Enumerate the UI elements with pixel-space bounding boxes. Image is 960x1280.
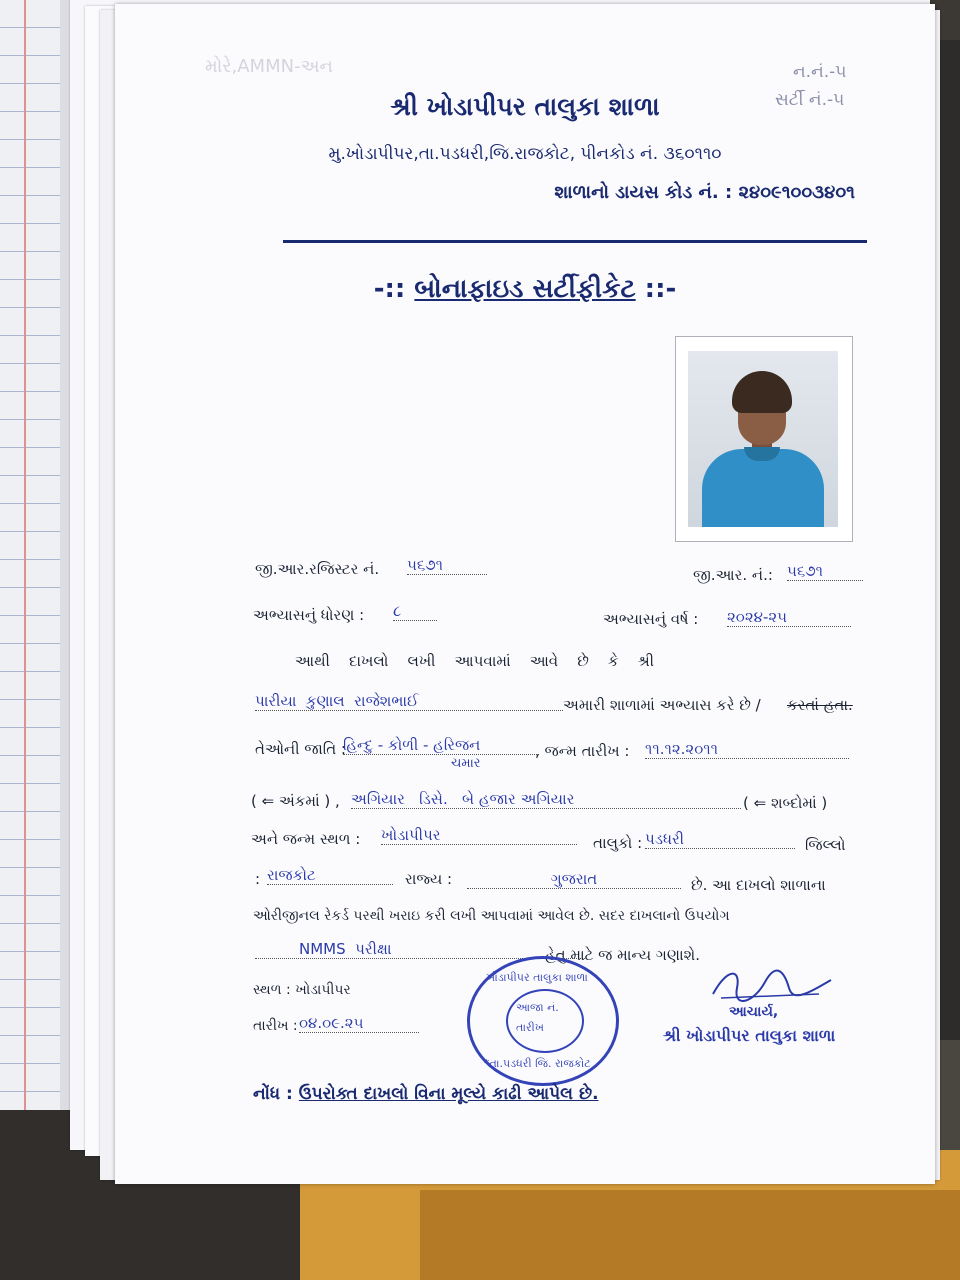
gr-register-value: ૫૬૭૧ — [407, 556, 487, 575]
district-value: રાજકોટ — [267, 866, 393, 885]
faint-bleed-through-text: મોરે,AMMN-અન — [205, 56, 333, 77]
in-words-label: ( ⇐ શબ્દોમાં ) — [743, 794, 828, 812]
principal-signature — [707, 964, 837, 1008]
title-text: બોનાફાઇડ સર્ટીફીકેટ — [414, 274, 636, 304]
purpose-value: NMMS પરીક્ષા — [255, 940, 585, 959]
sentence-4: ઓરીજીનલ રેકર્ડ પરથી ખરાઇ કરી લખી આપવામાં આવેલ છે. સદર દાખલાનો ઉપયોગ — [253, 908, 730, 924]
corner-note-line2: સર્ટી નં.-૫ — [775, 90, 845, 110]
title-prefix: -:: — [373, 274, 406, 304]
background-wooden-bench-shade — [420, 1190, 960, 1280]
stamp-line1: આજા નં. — [516, 1001, 559, 1014]
photo-frame — [675, 336, 853, 542]
stamp-line2: તારીખ — [516, 1021, 544, 1034]
caste-label: તેઓની જાતિ : — [255, 740, 346, 758]
dob-value: ૧૧.૧૨.૨૦૧૧ — [645, 740, 849, 759]
sentence-2a: અમારી શાળામાં અભ્યાસ કરે છે / — [563, 696, 761, 714]
year-label: અભ્યાસનું વર્ષ : — [603, 610, 699, 628]
corner-note-line1: ન.નં.-૫ — [793, 62, 847, 82]
gr-register-label: જી.આર.રજિસ્ટર નં. — [255, 560, 380, 578]
principal-title: આચાર્ય, — [729, 1004, 779, 1020]
date-label: તારીખ : — [253, 1018, 298, 1034]
certificate-title — [115, 274, 935, 305]
school-address: મુ.ખોડાપીપર,તા.પડધરી,જિ.રાજકોટ, પીનકોડ નં. ૩૬૦૧૧૦ — [328, 144, 722, 164]
stamp-outer-text: ખોડાપીપર તાલુકા શાળા — [486, 971, 588, 984]
place-label: સ્થળ : ખોડાપીપર — [253, 982, 351, 998]
date-value: ૦૪.૦૯.૨૫ — [299, 1014, 419, 1033]
note-label: નોંધ : — [253, 1084, 293, 1104]
certificate-sheet — [115, 4, 935, 1184]
taluka-value: પડધરી — [645, 830, 795, 849]
dob-label: , જન્મ તારીખ : — [535, 742, 630, 760]
sentence-1: આથી દાખલો લખી આપવામાં આવે છે કે શ્રી — [295, 652, 655, 670]
sentence-3: છે. આ દાખલો શાળાના — [691, 876, 826, 894]
gr-no-value: ૫૬૭૧ — [787, 562, 863, 581]
stamp-inner-circle — [506, 989, 584, 1053]
notebook-margin-line — [24, 0, 26, 1110]
school-name: શ્રી ખોડાપીપર તાલુકા શાળા — [390, 92, 660, 121]
dob-in-words: અગિયાર ડિસે. બે હજાર અગિયાર — [351, 790, 741, 809]
note-line — [253, 1084, 599, 1104]
school-stamp — [467, 956, 619, 1086]
caste-value: હિન્દુ - કોળી - હરિજન — [343, 736, 539, 755]
gr-no-label: જી.આર. નં.: — [693, 566, 773, 584]
stamp-bottom-text: *તા.પડધરી જિ. રાજકોટ — [484, 1057, 591, 1070]
state-label: રાજ્ય : — [405, 870, 453, 888]
note-text: ઉપરોક્ત દાખલો વિના મૂલ્યે કાઢી આપેલ છે. — [298, 1084, 599, 1104]
district-label: જિલ્લો — [805, 836, 846, 854]
principal-school: શ્રી ખોડાપીપર તાલુકા શાળા — [663, 1026, 836, 1045]
std-value: ૮ — [393, 602, 437, 621]
state-value: ગુજરાત — [467, 870, 681, 889]
student-photo — [688, 351, 838, 527]
dise-code: શાળાનો ડાયસ કોડ નં. : ૨૪૦૯૧૦૦૩૪૦૧ — [554, 182, 855, 203]
student-name: પારીયા કુણાલ રાજેશભાઈ — [255, 692, 563, 711]
birthplace-value: ખોડાપીપર — [381, 826, 577, 845]
birthplace-label: અને જન્મ સ્થળ : — [251, 830, 361, 848]
caste-sub-value: ચમાર — [451, 756, 481, 771]
in-figures-label: ( ⇐ અંકમાં ) , — [251, 792, 340, 810]
title-suffix: ::- — [644, 274, 677, 304]
year-value: ૨૦૨૪-૨૫ — [727, 608, 851, 627]
header-rule — [283, 240, 867, 243]
taluka-label: તાલુકો : — [593, 834, 643, 852]
std-label: અભ્યાસનું ધોરણ : — [253, 606, 365, 624]
purpose-suffix: હેતુ માટે જ માન્ય ગણાશે. — [545, 946, 700, 964]
photo-hair — [732, 371, 792, 413]
sentence-2b: કરતાં હતા. — [787, 696, 853, 714]
district-prefix: : — [255, 870, 261, 888]
